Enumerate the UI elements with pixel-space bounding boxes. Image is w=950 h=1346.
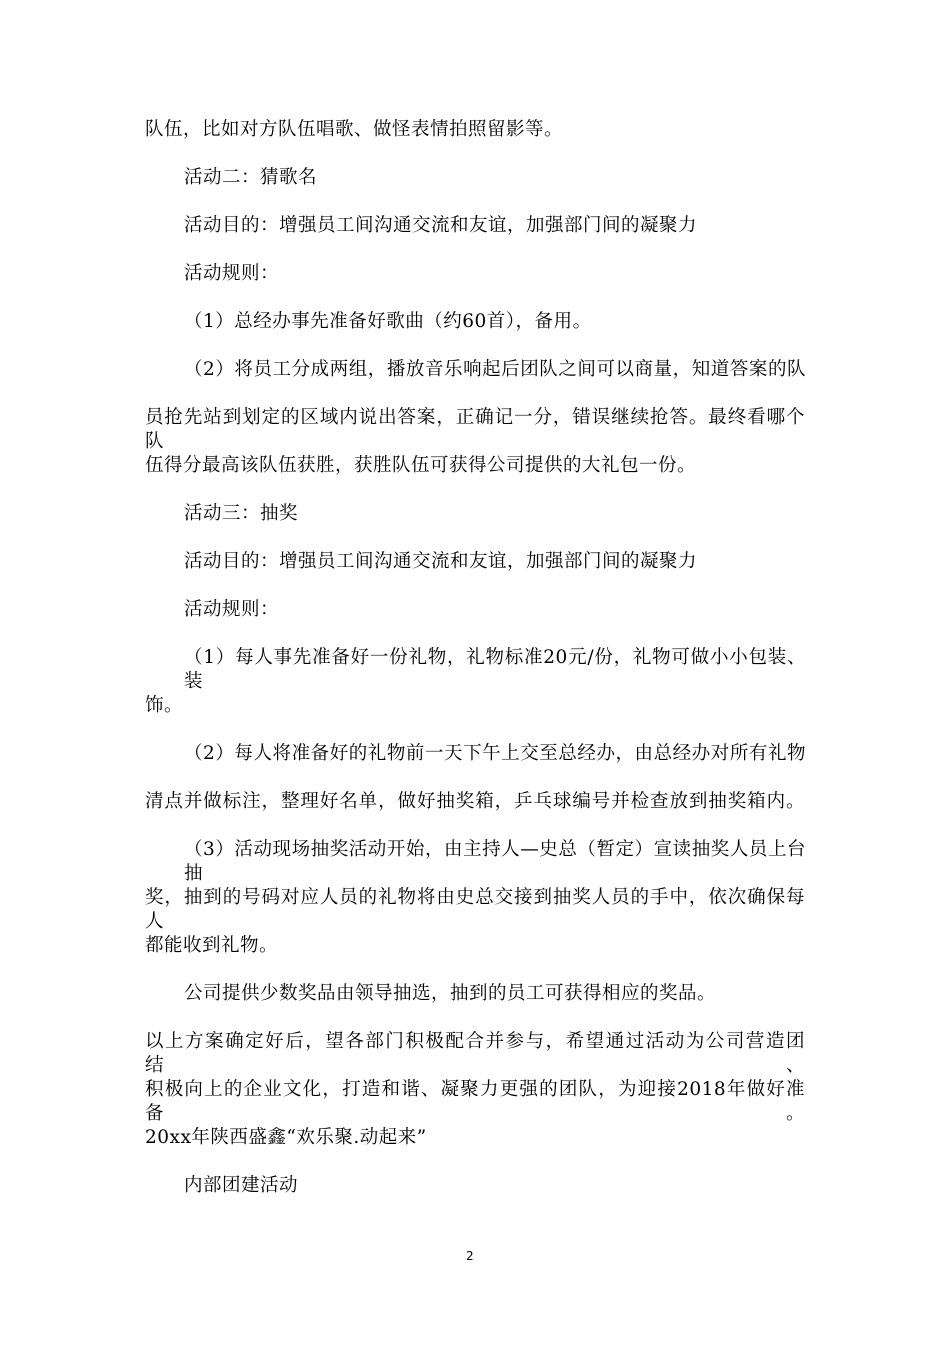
text-line: 活动规则： — [184, 599, 280, 620]
text-line: 都能收到礼物。 — [145, 935, 279, 956]
text-line: 活动目的：增强员工间沟通交流和友谊，加强部门间的凝聚力 — [184, 215, 698, 236]
text-line: 奖，抽到的号码对应人员的礼物将由史总交接到抽奖人员的手中，依次确保每人 — [145, 887, 805, 932]
text-line: （3）活动现场抽奖活动开始，由主持人—史总（暂定）宣读抽奖人员上台抽 — [184, 839, 806, 884]
text-line: 内部团建活动 — [184, 1175, 299, 1196]
text-line: （2）将员工分成两组，播放音乐响起后团队之间可以商量，知道答案的队 — [184, 359, 806, 380]
text-line: （2）每人将准备好的礼物前一天下午上交至总经办，由总经办对所有礼物 — [184, 743, 806, 764]
text-line: 公司提供少数奖品由领导抽选，抽到的员工可获得相应的奖品。 — [184, 983, 717, 1004]
text-line: （1）总经办事先准备好歌曲（约60首），备用。 — [184, 311, 592, 332]
section-heading: 活动二：猜歌名 — [184, 167, 318, 188]
page-number: 2 — [466, 1249, 474, 1263]
text-line: 20xx年陕西盛鑫“欢乐聚.动起来” — [145, 1127, 427, 1148]
text-line: 队伍，比如对方队伍唱歌、做怪表情拍照留影等。 — [145, 119, 564, 140]
text-line: 员抢先站到划定的区域内说出答案，正确记一分，错误继续抢答。最终看哪个队 — [145, 407, 805, 452]
text-line: 饰。 — [145, 695, 184, 716]
text-line: 以上方案确定好后，望各部门积极配合并参与，希望通过活动为公司营造团结、 — [145, 1031, 805, 1076]
text-line: 积极向上的企业文化，打造和谐、凝聚力更强的团队，为迎接2018年做好准备。 — [145, 1079, 805, 1124]
text-line: （1）每人事先准备好一份礼物，礼物标准20元/份，礼物可做小小包装、装 — [184, 647, 806, 692]
text-line: 活动规则： — [184, 263, 280, 284]
section-heading: 活动三：抽奖 — [184, 503, 299, 524]
text-line: 清点并做标注，整理好名单，做好抽奖箱，乒乓球编号并检查放到抽奖箱内。 — [145, 791, 805, 812]
text-line: 活动目的：增强员工间沟通交流和友谊，加强部门间的凝聚力 — [184, 551, 698, 572]
text-line: 伍得分最高该队伍获胜，获胜队伍可获得公司提供的大礼包一份。 — [145, 455, 697, 476]
